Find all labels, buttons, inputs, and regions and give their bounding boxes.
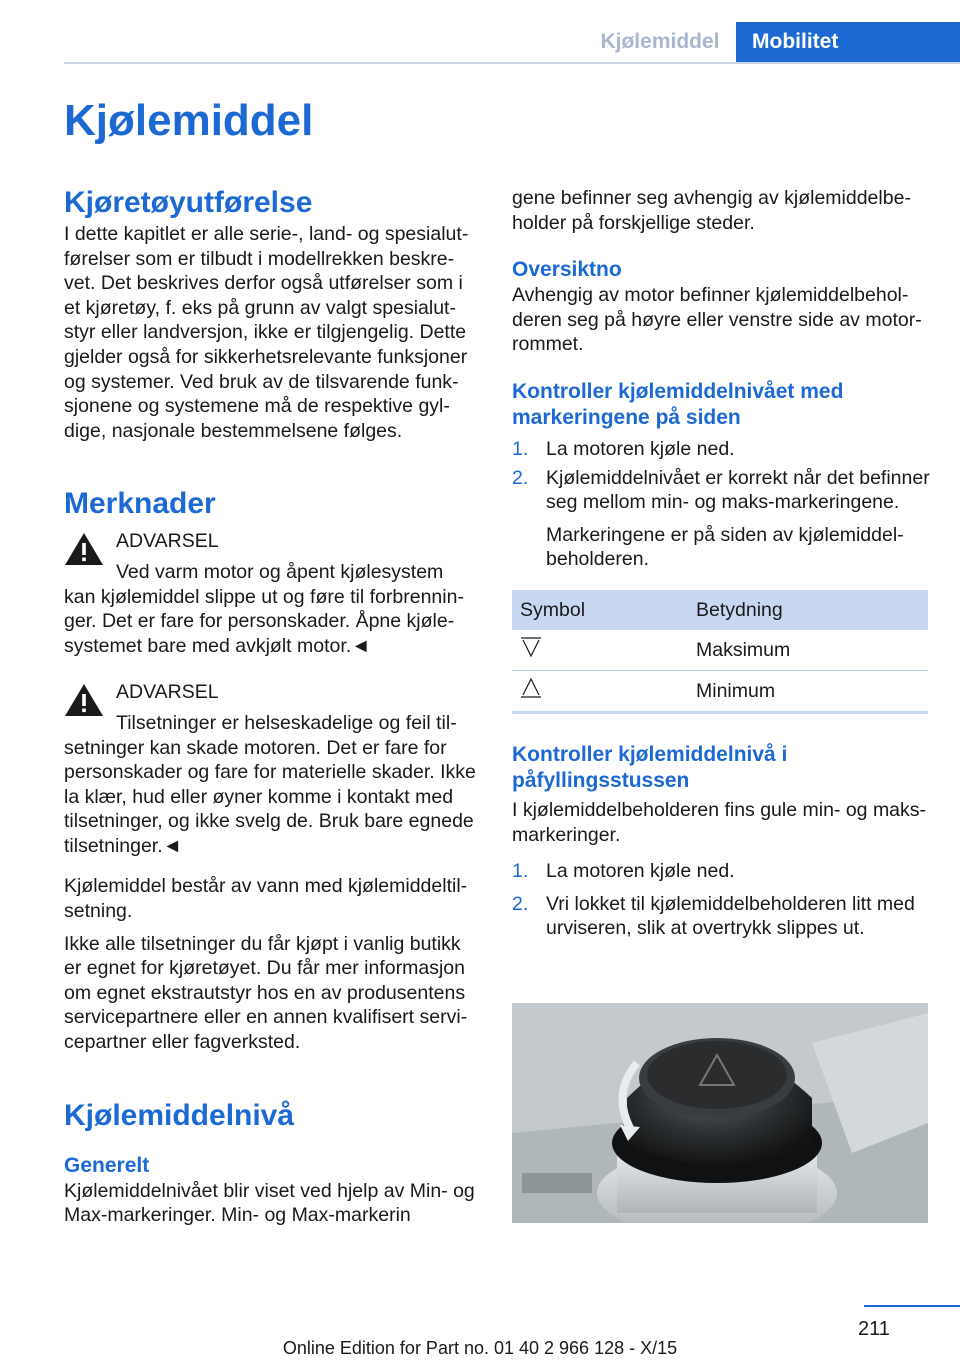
- heading-kjoretoyutforelse: Kjøretøyutførelse: [64, 186, 313, 219]
- paragraph-oversikt: Avhengig av motor befinner kjølemiddelbeholderen seg på høyre eller venstre side av motorrommet.: [512, 284, 922, 356]
- table-row: [512, 670, 928, 712]
- steps-stuss: [512, 859, 930, 941]
- heading-kjolemiddelniva: Kjølemiddelnivå: [64, 1098, 295, 1132]
- coolant-cap-photo: [512, 1003, 928, 1223]
- min-mark-icon: [520, 677, 542, 699]
- footer-divider: [864, 1305, 960, 1307]
- max-mark-icon: [520, 636, 542, 658]
- warning-block-2: [64, 680, 478, 858]
- warning-title-2: ADVARSEL: [116, 681, 219, 704]
- paragraph-generelt: Kjølemiddelnivået blir viset ved hjelp av Min- og Max-markeringer. Min- og Max-markerin: [64, 1179, 475, 1227]
- right-column: [512, 186, 930, 941]
- heading-merknader: Merknader: [64, 487, 216, 521]
- header-divider: [64, 62, 960, 64]
- tab-chapter[interactable]: Mobilitet: [736, 22, 960, 62]
- step-note: Markeringene er på siden av kjølemiddelbeholderen.: [546, 523, 904, 571]
- paragraph-tilsetninger: Ikke alle tilsetninger du får kjøpt i vanlig butikk er egnet for kjøretøyet. Du får mer informasjon om egnet ekstrautstyr hos en av produsentens servicepartnere eller en annen kvalifisert servicepartner eller fagverksted.: [64, 932, 468, 1054]
- warning-title-1: ADVARSEL: [116, 530, 219, 553]
- table-row: [512, 630, 928, 671]
- symbol-table: [512, 590, 928, 714]
- paragraph-continued: gene befinner seg avhengig av kjølemiddelbeholder på forskjellige steder.: [512, 187, 911, 234]
- list-item: 1. La motoren kjøle ned.: [512, 437, 735, 460]
- table-cell-maksimum: Maksimum: [688, 630, 928, 671]
- tab-section[interactable]: Kjølemiddel: [600, 30, 720, 53]
- list-item: 2. Kjølemiddelnivået er korrekt når det befinner seg mellom min- og maks-markeringene. Markeringene er på siden av kjølemiddelbeholderen.: [512, 466, 930, 571]
- paragraph-kjolemiddel: Kjølemiddel består av vann med kjølemiddeltilsetning.: [64, 875, 468, 923]
- heading-oversikt: Oversiktno: [512, 258, 622, 282]
- warning-text-2: Tilsetninger er helseskadelige og feil tilsetninger kan skade motoren. Det er fare for personskader og fare for materielle skader. Ikke la klær, hud eller øyner komme i kontakt med tilsetninger, og ikke svelg de. Bruk bare egnede tilsetninger.◄: [64, 711, 476, 857]
- edition-footer: Online Edition for Part no. 01 40 2 966 128 - X/15: [282, 1338, 678, 1358]
- list-item: 2. Vri lokket til kjølemiddelbeholderen litt med urviseren, slik at overtrykk slippes ut.: [512, 892, 915, 940]
- table-header-symbol: Symbol: [512, 590, 688, 630]
- warning-block-1: [64, 529, 478, 658]
- list-item: 1. La motoren kjøle ned.: [512, 860, 735, 883]
- paragraph-stuss: I kjølemiddelbeholderen fins gule min- og maks-markeringer.: [512, 798, 927, 846]
- paragraph-kjoretoyutforelse: I dette kapitlet er alle serie-, land- og spesialutførelser som er tilbudt i modellrekken beskrevet. Det beskrives derfor også utførelser som i et kjøretøy, f. eks på grunn av valgt spesialutstyr eller landversjon, ikke er tilgjengelig. Dette gjelder også for sikkerhetsrelevante funksjoner og systemer. Ved bruk av de tilsvarende funksjonene og systemene må de respektive gyldige, nasjonale bestemmelsene følges.: [64, 223, 469, 442]
- warning-triangle-icon: [64, 682, 104, 718]
- coolant-cap-illustration: [512, 1003, 928, 1223]
- steps-side: [512, 437, 930, 572]
- warning-text-1: Ved varm motor og åpent kjølesystem kan kjølemiddel slippe ut og føre til forbrenninger. Det er fare for personskader. Åpne kjølesystemet bare med avkjølt motor.◄: [64, 560, 464, 657]
- left-column: [64, 184, 478, 1228]
- page-title: Kjølemiddel: [64, 96, 314, 145]
- heading-kontroller-side: Kontroller kjølemiddelnivået med markeringene på siden: [512, 379, 844, 429]
- warning-triangle-icon: [64, 531, 104, 567]
- table-header-meaning: Betydning: [688, 590, 928, 630]
- page-number: 211: [858, 1318, 890, 1340]
- heading-kontroller-stuss: Kontroller kjølemiddelnivå i påfyllingsstussen: [512, 742, 788, 792]
- heading-generelt: Generelt: [64, 1153, 150, 1177]
- table-cell-minimum: Minimum: [688, 670, 928, 712]
